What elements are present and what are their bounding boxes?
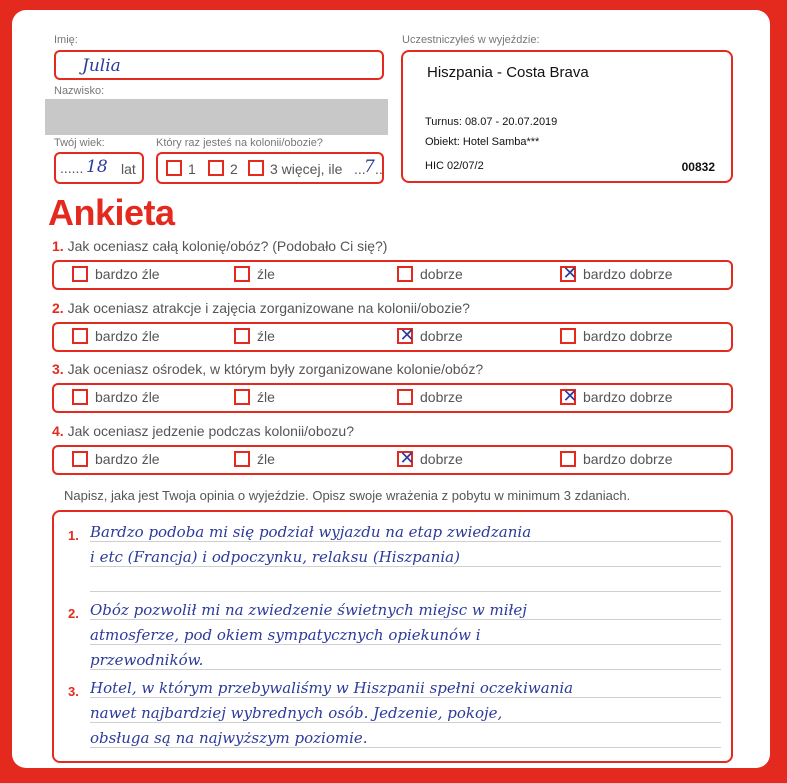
rating-checkbox[interactable]	[72, 266, 88, 282]
rating-label: bardzo dobrze	[583, 389, 673, 405]
last-name-redacted	[45, 99, 388, 135]
rating-option[interactable]	[234, 451, 275, 467]
question-text: Jak oceniasz całą kolonię/obóz? (Podobało Ci się?)	[67, 238, 388, 254]
opinion-prompt: Napisz, jaka jest Twoja opinia o wyjeździe. Opisz swoje wrażenia z pobytu w minimum 3 zdaniach.	[64, 488, 631, 503]
question-text: Jak oceniasz atrakcje i zajęcia zorganizowane na kolonii/obozie?	[67, 300, 470, 316]
trip-code: HIC 02/07/2	[425, 160, 484, 172]
rating-checkbox[interactable]	[560, 328, 576, 344]
which-time-field	[156, 152, 384, 184]
question-3-options	[52, 383, 733, 413]
first-name-field[interactable]	[54, 50, 384, 80]
question-2	[52, 300, 470, 316]
trip-info-box	[401, 50, 733, 183]
rating-label: bardzo źle	[95, 266, 160, 282]
rating-option[interactable]	[234, 389, 275, 405]
rating-checkbox[interactable]	[397, 325, 415, 346]
rating-label: bardzo źle	[95, 328, 160, 344]
rating-label: źle	[257, 451, 275, 467]
rating-option[interactable]	[397, 389, 463, 405]
rating-checkbox[interactable]	[72, 328, 88, 344]
rating-checkbox[interactable]	[234, 266, 250, 282]
rating-label: dobrze	[420, 328, 463, 344]
times-value: 7	[364, 157, 375, 177]
rating-option[interactable]	[560, 328, 673, 344]
rating-option[interactable]	[234, 266, 275, 282]
check-mark-icon: ✕	[399, 448, 415, 469]
answer-number: 3.	[68, 684, 79, 699]
first-name-label: Imię:	[54, 34, 78, 46]
answer-line: atmosferze, pod okiem sympatycznych opiekunów i	[90, 623, 721, 645]
survey-form	[12, 10, 770, 768]
which-time-label: Który raz jesteś na kolonii/obozie?	[156, 137, 323, 149]
age-field[interactable]	[54, 152, 144, 184]
rating-option[interactable]	[560, 263, 673, 284]
opinion-answer-box[interactable]	[52, 510, 733, 763]
rating-option[interactable]	[560, 386, 673, 407]
question-text: Jak oceniasz jedzenie podczas kolonii/obozu?	[67, 423, 354, 439]
check-mark-icon: ✕	[562, 386, 578, 407]
rating-option[interactable]	[234, 328, 275, 344]
time-1-label: 1	[188, 161, 196, 177]
rating-checkbox[interactable]	[560, 263, 578, 284]
trip-title: Hiszpania - Costa Brava	[427, 64, 589, 81]
age-dots: ......	[60, 160, 84, 176]
time-1-checkbox[interactable]	[166, 160, 182, 176]
time-3-checkbox[interactable]	[248, 160, 264, 176]
time-2-label: 2	[230, 161, 238, 177]
rating-checkbox[interactable]	[397, 389, 413, 405]
answer-number: 2.	[68, 606, 79, 621]
age-unit: lat	[121, 161, 136, 177]
time-2-checkbox[interactable]	[208, 160, 224, 176]
age-value: 18	[86, 157, 108, 177]
rating-label: bardzo dobrze	[583, 451, 673, 467]
answer-line: Bardzo podoba mi się podział wyjazdu na etap zwiedzania	[90, 520, 721, 542]
check-mark-icon: ✕	[399, 325, 415, 346]
rating-checkbox[interactable]	[234, 389, 250, 405]
rating-option[interactable]	[72, 389, 160, 405]
rating-option[interactable]	[72, 266, 160, 282]
answer-line: przewodników.	[90, 648, 721, 670]
rating-label: dobrze	[420, 451, 463, 467]
question-2-options	[52, 322, 733, 352]
times-dots: ...	[354, 161, 366, 177]
question-number: 2.	[52, 300, 64, 316]
question-number: 4.	[52, 423, 64, 439]
rating-label: bardzo dobrze	[583, 266, 673, 282]
question-number: 3.	[52, 361, 64, 377]
rating-checkbox[interactable]	[560, 451, 576, 467]
answer-line: i etc (Francja) i odpoczynku, relaksu (Hiszpania)	[90, 545, 721, 567]
answer-line: obsługa są na najwyższym poziomie.	[90, 726, 721, 748]
rating-option[interactable]	[397, 448, 463, 469]
trip-object: Obiekt: Hotel Samba***	[425, 136, 540, 148]
first-name-value: Julia	[82, 56, 121, 76]
survey-title: Ankieta	[48, 192, 175, 233]
rating-label: dobrze	[420, 389, 463, 405]
question-4	[52, 423, 354, 439]
last-name-label: Nazwisko:	[54, 85, 105, 97]
rating-label: źle	[257, 266, 275, 282]
trip-number: 00832	[681, 160, 715, 174]
age-label: Twój wiek:	[54, 137, 105, 149]
question-3	[52, 361, 483, 377]
question-text: Jak oceniasz ośrodek, w którym były zorganizowane kolonie/obóz?	[67, 361, 484, 377]
rating-label: bardzo źle	[95, 451, 160, 467]
rating-label: bardzo dobrze	[583, 328, 673, 344]
answer-line: Obóz pozwolił mi na zwiedzenie świetnych miejsc w miłej	[90, 598, 721, 620]
rating-checkbox[interactable]	[560, 386, 578, 407]
rating-checkbox[interactable]	[72, 389, 88, 405]
participated-label: Uczestniczyłeś w wyjeździe:	[402, 34, 540, 46]
rating-checkbox[interactable]	[234, 451, 250, 467]
question-1	[52, 238, 387, 254]
question-4-options	[52, 445, 733, 475]
question-number: 1.	[52, 238, 64, 254]
rating-label: źle	[257, 328, 275, 344]
answer-line	[90, 570, 721, 592]
rating-option[interactable]	[560, 451, 673, 467]
rating-checkbox[interactable]	[397, 448, 415, 469]
rating-option[interactable]	[397, 266, 463, 282]
rating-label: bardzo źle	[95, 389, 160, 405]
check-mark-icon: ✕	[562, 263, 578, 284]
rating-label: dobrze	[420, 266, 463, 282]
question-1-options	[52, 260, 733, 290]
rating-option[interactable]	[72, 328, 160, 344]
times-tail: ..	[375, 161, 383, 177]
time-3-label: 3 więcej, ile	[270, 161, 343, 177]
rating-option[interactable]	[397, 325, 463, 346]
rating-checkbox[interactable]	[234, 328, 250, 344]
trip-turnus: Turnus: 08.07 - 20.07.2019	[425, 116, 558, 128]
rating-checkbox[interactable]	[72, 451, 88, 467]
rating-option[interactable]	[72, 451, 160, 467]
answer-line: Hotel, w którym przebywaliśmy w Hiszpanii spełni oczekiwania	[90, 676, 721, 698]
answer-line: nawet najbardziej wybrednych osób. Jedzenie, pokoje,	[90, 701, 721, 723]
rating-label: źle	[257, 389, 275, 405]
rating-checkbox[interactable]	[397, 266, 413, 282]
answer-number: 1.	[68, 528, 79, 543]
